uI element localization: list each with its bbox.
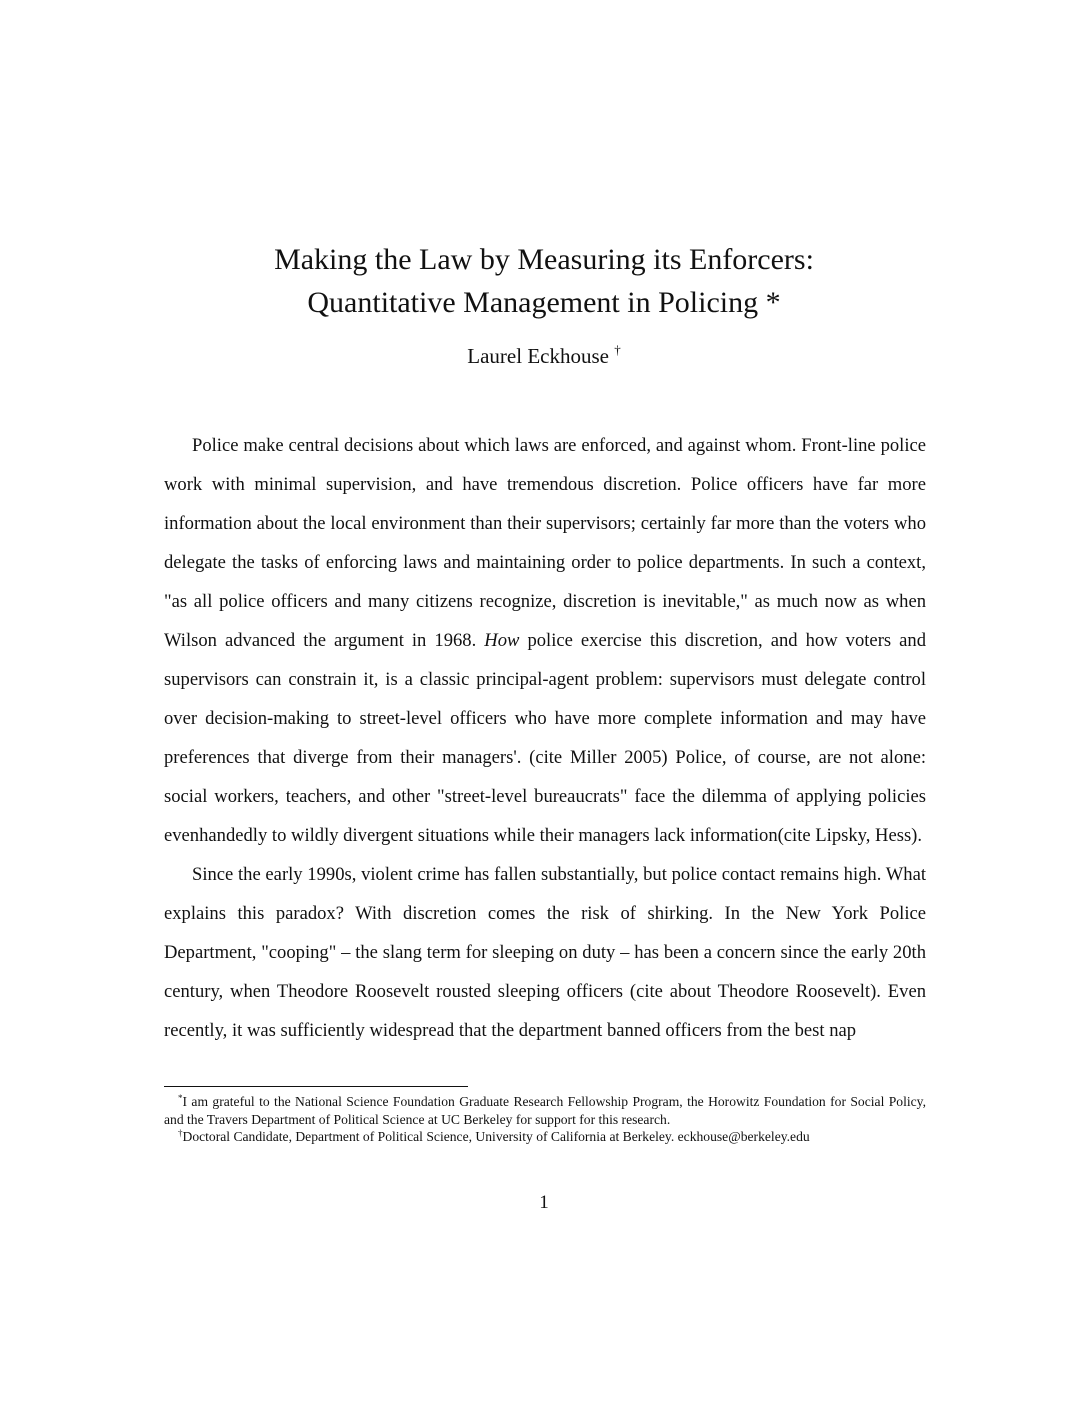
title-line-1: Making the Law by Measuring its Enforcers:: [274, 243, 814, 276]
footnote-2-mark: †: [178, 1128, 183, 1138]
author-line: [0, 343, 1088, 369]
paragraph-1-part-2: police exercise this discretion, and how voters and supervisors can constrain it, is a classic principal-agent problem: supervisors must delegate control over decision-making to street-level officers who have more complete information and may have preferences that diverge from their managers'. (cite Miller 2005) Police, of course, are not alone: social workers, teachers, and other "street-level bureaucrats" face the dilemma of applying policies evenhandedly to wildly divergent situations while their managers lack information(cite Lipsky, Hess).: [164, 630, 926, 846]
author-footnote-mark: †: [614, 342, 621, 357]
author-name: Laurel Eckhouse: [467, 344, 609, 368]
footnote-2-text: Doctoral Candidate, Department of Political Science, University of California at Berkeley. eckhouse@berkeley.edu: [182, 1129, 810, 1144]
paragraph-1-part-1: Police make central decisions about which laws are enforced, and against whom. Front-line police work with minimal supervision, and have tremendous discretion. Police officers have far more information about the local environment than their supervisors; certainly far more than the voters who delegate the tasks of enforcing laws and maintaining order to police departments. In such a context, "as all police officers and many citizens recognize, discretion is inevitable," as much now as when Wilson advanced the argument in 1968.: [164, 435, 926, 651]
page-number: 1: [539, 1192, 549, 1213]
footnote-1-mark: *: [178, 1093, 183, 1103]
footnotes: [164, 1093, 926, 1146]
paper-title: [0, 238, 1088, 324]
footnote-2: [164, 1128, 926, 1146]
footnote-1: [164, 1093, 926, 1128]
paragraph-2: Since the early 1990s, violent crime has fallen substantially, but police contact remains high. What explains this paradox? With discretion comes the risk of shirking. In the New York Police Department, "cooping" – the slang term for sleeping on duty – has been a concern since the early 20th century, when Theodore Roosevelt rousted sleeping officers (cite about Theodore Roosevelt). Even recently, it was sufficiently widespread that the department banned officers from the best nap: [164, 864, 926, 1041]
title-line-2: Quantitative Management in Policing *: [307, 286, 781, 319]
paragraph-1: [164, 426, 926, 855]
footnote-1-text: I am grateful to the National Science Foundation Graduate Research Fellowship Program, the Horowitz Foundation for Social Policy, and the Travers Department of Political Science at UC Berkeley for support for this research.: [164, 1094, 926, 1127]
paragraph-1-emphasis: How: [484, 630, 520, 651]
body-text: [164, 426, 926, 1050]
footnote-divider: [164, 1086, 468, 1087]
